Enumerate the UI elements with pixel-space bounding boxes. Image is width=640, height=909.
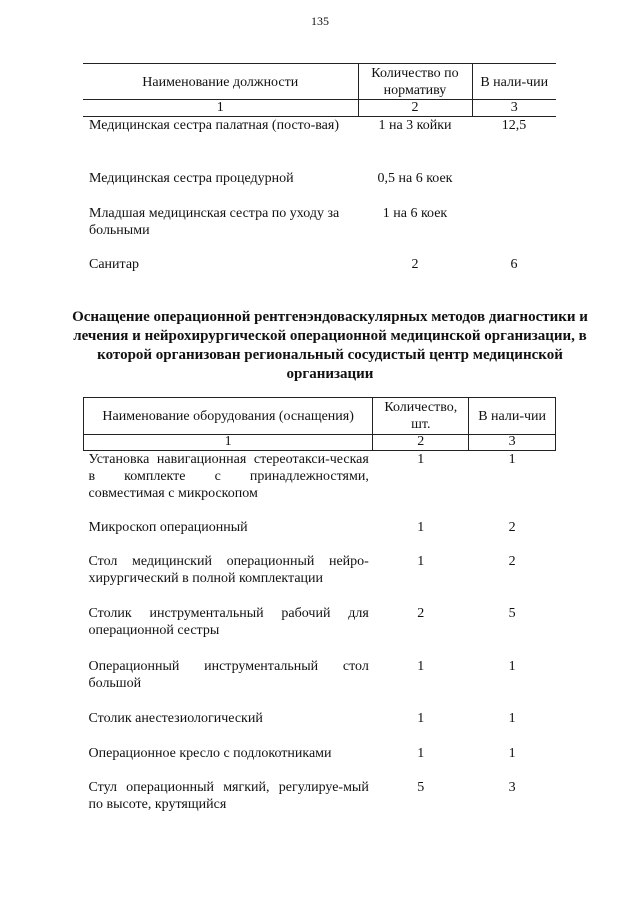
column-number: 2 [358,100,472,117]
header-quantity: Количество, шт. [373,398,469,435]
table-row [84,658,556,710]
column-number: 1 [83,100,358,117]
equipment-name: Установка навигационная стереотакси-ческая в комплекте с принадлежностями, совместимая с микроскопом [88,452,369,501]
staff-table-header [83,64,556,100]
header-available: В нали-чии [472,64,556,100]
header-position: Наименование должности [83,64,358,100]
equipment-table [83,397,556,815]
equipment-available: 1 [508,710,516,726]
header-equipment: Наименование оборудования (оснащения) [84,398,373,435]
equipment-name: Операционный инструментальный стол большой [88,658,369,691]
equipment-quantity: 5 [417,779,425,795]
table-row [84,745,556,779]
header-norm-count: Количество по нормативу [358,64,472,100]
table-row [83,170,556,205]
equipment-quantity: 1 [417,710,425,726]
table-row [84,553,556,605]
equipment-quantity: 1 [417,658,425,674]
staff-available: 12,5 [501,118,527,133]
equipment-available: 2 [508,519,516,535]
staff-position: Медицинская сестра палатная (посто-вая) [89,118,339,133]
equipment-quantity: 1 [417,745,425,761]
staff-position: Медицинская сестра процедурной [89,170,294,186]
equipment-available: 1 [508,452,516,467]
header-available: В нали-чии [469,398,556,435]
staff-table-column-numbers [83,100,556,117]
equipment-quantity: 2 [417,605,425,621]
equipment-name: Операционное кресло с подлокотниками [88,745,332,761]
table-row [84,451,556,519]
equipment-quantity: 1 [417,519,425,535]
table-row [84,605,556,658]
equipment-name: Столик инструментальный рабочий для операционной сестры [88,605,369,638]
staff-available [472,170,556,205]
staff-available: 6 [510,256,518,272]
equipment-available: 5 [508,605,516,621]
equipment-available: 2 [508,553,516,569]
staff-norm: 2 [411,256,419,272]
staff-table [83,63,556,274]
equipment-table-header [84,398,556,435]
staff-position: Младшая медицинская сестра по уходу за больными [89,205,340,238]
page-number: 135 [311,14,329,28]
equipment-name: Стол медицинский операционный нейро-хирургический в полной комплектации [88,553,369,586]
staff-norm: 1 на 6 коек [382,205,448,221]
table-row [83,256,556,274]
equipment-available: 1 [508,658,516,674]
column-number: 3 [472,100,556,117]
equipment-quantity: 1 [417,452,425,467]
column-number: 2 [373,435,469,451]
table-row [84,779,556,815]
equipment-available: 3 [508,779,516,795]
equipment-name: Стул операционный мягкий, регулируе-мый по высоте, крутящийся [88,779,369,812]
equipment-table-column-numbers [84,435,556,451]
table-row [84,710,556,745]
equipment-available: 1 [508,745,516,761]
staff-norm: 1 на 3 койки [378,118,452,133]
table-row [83,117,556,170]
table-row [84,519,556,553]
table-row [83,205,556,256]
equipment-quantity: 1 [417,553,425,569]
staff-position: Санитар [89,256,140,272]
column-number: 3 [469,435,556,451]
column-number: 1 [84,435,373,451]
equipment-name: Микроскоп операционный [88,519,248,535]
section-heading: Оснащение операционной рентгенэндоваскулярных методов диагностики и лечения и нейрохирургической операционной медицинской организации, в которой организован региональный сосудистый центр медицинской организации [72,309,588,382]
equipment-name: Столик анестезиологический [88,710,263,726]
staff-available [472,205,556,256]
staff-norm: 0,5 на 6 коек [377,170,453,186]
